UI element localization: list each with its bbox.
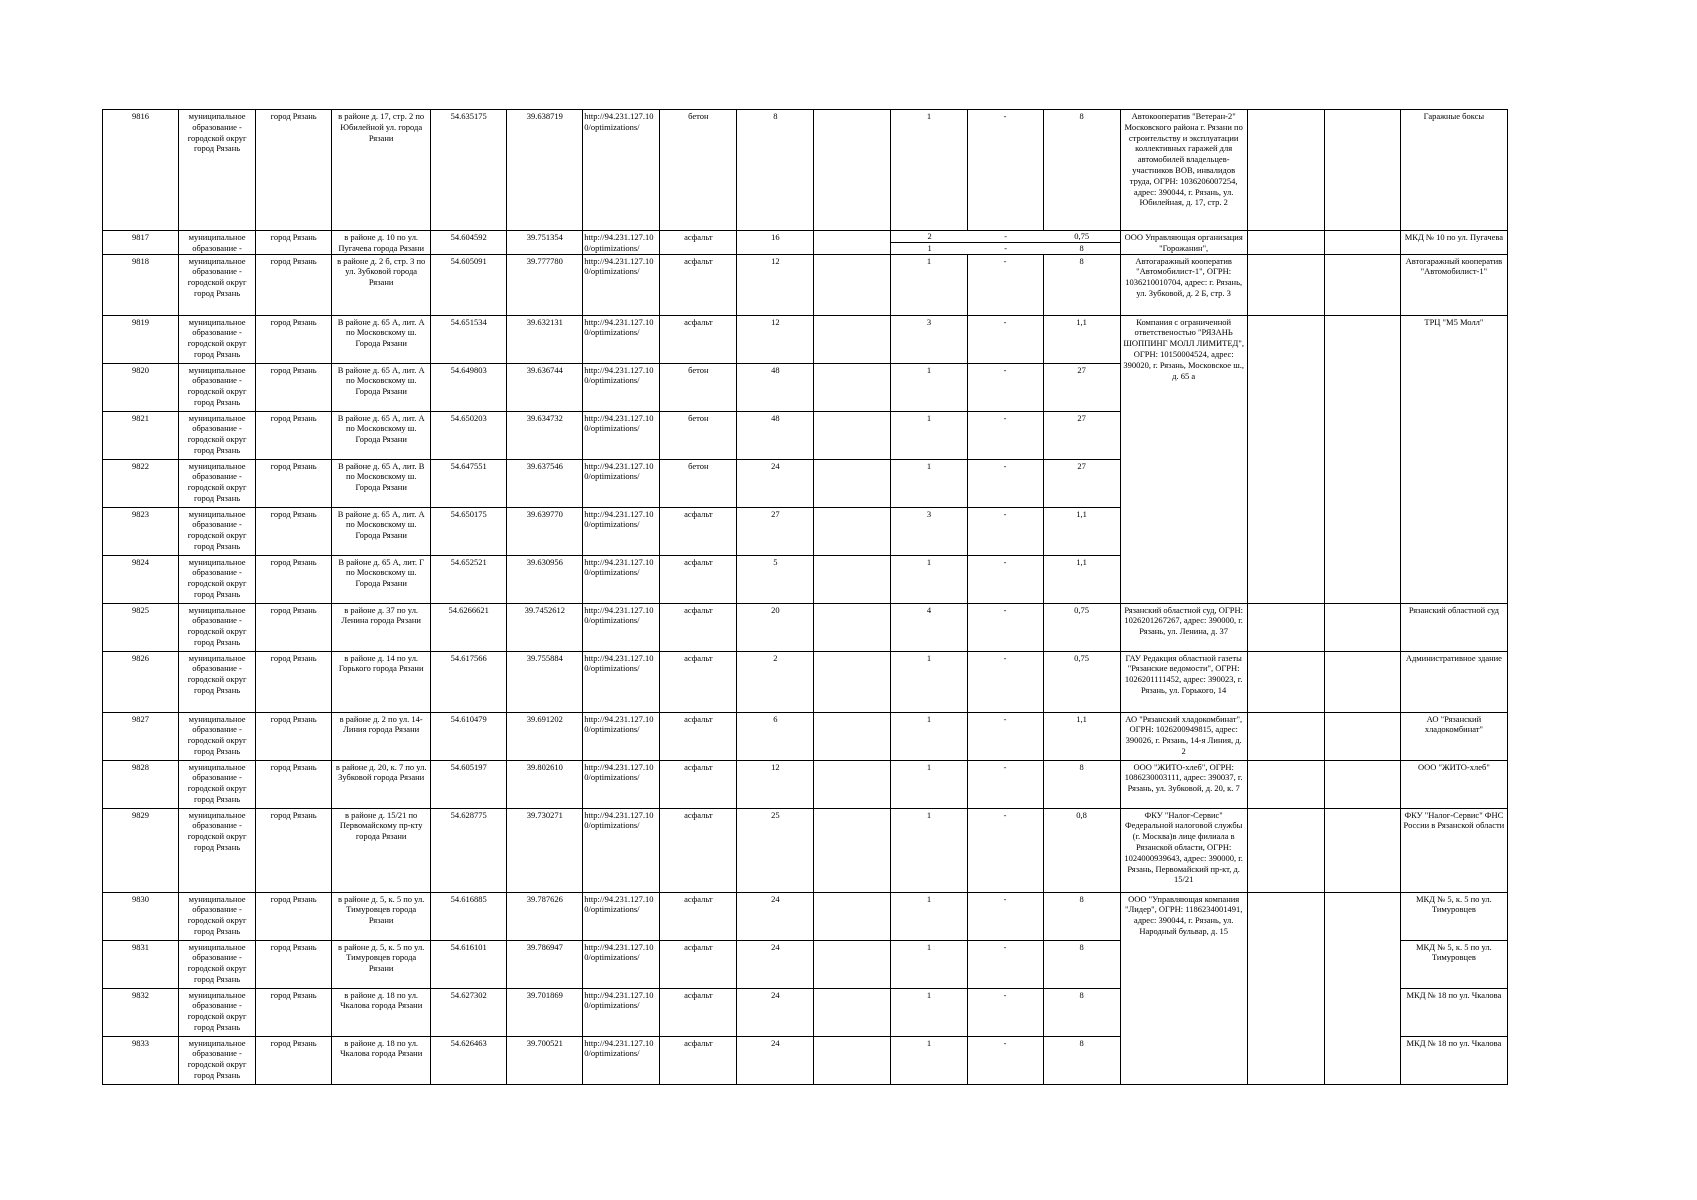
longitude-cell: 39.755884 [507, 651, 583, 712]
surface-cell: бетон [660, 411, 737, 459]
dash-cell: - [967, 808, 1043, 892]
surface-cell: бетон [660, 110, 737, 231]
surface-cell: асфальт [660, 988, 737, 1036]
surface-cell: асфальт [660, 760, 737, 808]
city-cell: город Рязань [256, 459, 332, 507]
container-volume-cell: 1,1 [1043, 555, 1120, 603]
waste-source-cell: ООО "ЖИТО-хлеб" [1400, 760, 1507, 808]
row-number: 9828 [103, 760, 179, 808]
latitude-cell: 54.604592 [431, 231, 507, 255]
latitude-cell: 54.649803 [431, 363, 507, 411]
area-cell: 12 [737, 315, 814, 363]
container-volume-cell: 8 [1043, 110, 1120, 231]
waste-source-cell: МКД № 10 по ул. Пугачева [1400, 231, 1507, 255]
latitude-cell: 54.627302 [431, 988, 507, 1036]
row-number: 9821 [103, 411, 179, 459]
row-number: 9817 [103, 231, 179, 255]
latitude-cell: 54.650203 [431, 411, 507, 459]
waste-source-cell: Рязанский областной суд [1400, 603, 1507, 651]
row-number: 9827 [103, 712, 179, 760]
empty-cell [1247, 892, 1324, 1084]
city-cell: город Рязань [256, 760, 332, 808]
municipality-cell: муниципальное образование - городской округ город Рязань [179, 254, 256, 315]
empty-cell [1324, 315, 1400, 603]
container-count-cell: 2 [891, 231, 967, 242]
municipality-cell: муниципальное образование - городской округ город Рязань [179, 110, 256, 231]
municipality-cell: муниципальное образование - городской округ город Рязань [179, 892, 256, 940]
container-count-cell: 1 [891, 1036, 967, 1084]
container-volume-cell: 0,75 [1043, 603, 1120, 651]
surface-cell: асфальт [660, 940, 737, 988]
city-cell: город Рязань [256, 651, 332, 712]
surface-cell: асфальт [660, 254, 737, 315]
container-subtable-cell [891, 231, 1120, 255]
container-subrow [891, 242, 1119, 253]
municipality-cell: муниципальное образование - городской округ город Рязань [179, 603, 256, 651]
map-link[interactable]: http://94.231.127.10 0/optimizations/ [583, 459, 660, 507]
area-cell: 12 [737, 760, 814, 808]
city-cell: город Рязань [256, 315, 332, 363]
waste-source-cell: МКД № 5, к. 5 по ул. Тимуровцев [1400, 892, 1507, 940]
map-link[interactable]: http://94.231.127.10 0/optimizations/ [583, 110, 660, 231]
area-cell: 48 [737, 411, 814, 459]
container-count-cell: 1 [891, 411, 967, 459]
latitude-cell: 54.628775 [431, 808, 507, 892]
empty-cell [814, 892, 891, 940]
container-subtable [891, 231, 1119, 254]
address-cell: в районе д. 37 по ул. Ленина города Рязани [332, 603, 431, 651]
latitude-cell: 54.650175 [431, 507, 507, 555]
longitude-cell: 39.802610 [507, 760, 583, 808]
dash-cell: - [967, 555, 1043, 603]
waste-source-cell: Автогаражный кооператив "Автомобилист-1" [1400, 254, 1507, 315]
table-row [103, 712, 1508, 760]
container-count-cell: 3 [891, 315, 967, 363]
container-volume-cell: 8 [1043, 254, 1120, 315]
waste-source-cell: МКД № 5, к. 5 по ул. Тимуровцев [1400, 940, 1507, 988]
empty-cell [814, 712, 891, 760]
dash-cell: - [967, 254, 1043, 315]
registry-sheet [102, 109, 1508, 1085]
area-cell: 27 [737, 507, 814, 555]
table-row [103, 760, 1508, 808]
surface-cell: асфальт [660, 555, 737, 603]
empty-cell [1247, 254, 1324, 315]
map-link[interactable]: http://94.231.127.10 0/optimizations/ [583, 988, 660, 1036]
container-volume-cell: 0,75 [1043, 651, 1120, 712]
latitude-cell: 54.605091 [431, 254, 507, 315]
container-count-cell: 1 [891, 110, 967, 231]
area-cell: 24 [737, 459, 814, 507]
surface-cell: асфальт [660, 712, 737, 760]
address-cell: в районе д. 15/21 по Первомайскому пр-кту города Рязани [332, 808, 431, 892]
map-link[interactable]: http://94.231.127.10 0/optimizations/ [583, 254, 660, 315]
row-number: 9819 [103, 315, 179, 363]
empty-cell [814, 315, 891, 363]
row-number: 9824 [103, 555, 179, 603]
row-number: 9830 [103, 892, 179, 940]
city-cell: город Рязань [256, 411, 332, 459]
address-cell: в районе д. 18 по ул. Чкалова города Рязани [332, 1036, 431, 1084]
address-cell: в районе д. 2 по ул. 14-Линия города Рязани [332, 712, 431, 760]
container-volume-cell: 8 [1043, 892, 1120, 940]
address-cell: в районе д. 10 по ул. Пугачева города Рязани [332, 231, 431, 255]
surface-cell: асфальт [660, 808, 737, 892]
row-number: 9820 [103, 363, 179, 411]
dash-cell: - [967, 110, 1043, 231]
container-count-cell: 1 [927, 242, 932, 253]
table-row [103, 231, 1508, 255]
dash-cell: - [967, 459, 1043, 507]
area-cell: 24 [737, 988, 814, 1036]
surface-cell: асфальт [660, 651, 737, 712]
dash-cell: - [967, 940, 1043, 988]
municipality-cell: муниципальное образование - городской округ город Рязань [179, 1036, 256, 1084]
latitude-cell: 54.605197 [431, 760, 507, 808]
latitude-cell: 54.617566 [431, 651, 507, 712]
longitude-cell: 39.786947 [507, 940, 583, 988]
dash-cell: - [967, 651, 1043, 712]
empty-cell [1324, 603, 1400, 651]
municipality-cell: муниципальное образование - городской округ город Рязань [179, 411, 256, 459]
latitude-cell: 54.6266621 [431, 603, 507, 651]
container-volume-cell: 0,75 [1044, 231, 1120, 242]
longitude-cell: 39.700521 [507, 1036, 583, 1084]
area-cell: 24 [737, 892, 814, 940]
owner-cell: ООО "Управляющая компания "Лидер", ОГРН: 1186234001491, адрес: 390044, г. Рязань, ул. Народный бульвар, д. 15 [1120, 892, 1247, 1084]
surface-cell: асфальт [660, 315, 737, 363]
map-link[interactable]: http://94.231.127.10 0/optimizations/ [583, 555, 660, 603]
city-cell: город Рязань [256, 363, 332, 411]
container-count-cell: 1 [891, 988, 967, 1036]
address-cell: в районе д. 14 по ул. Горького города Рязани [332, 651, 431, 712]
longitude-cell: 39.701869 [507, 988, 583, 1036]
longitude-cell: 39.632131 [507, 315, 583, 363]
empty-cell [814, 940, 891, 988]
address-cell: В районе д. 65 А, лит. В по Московскому ш. Города Рязани [332, 459, 431, 507]
empty-cell [1324, 760, 1400, 808]
city-cell: город Рязань [256, 555, 332, 603]
address-cell: В районе д. 65 А, лит. А по Московскому ш. Города Рязани [332, 315, 431, 363]
empty-cell [814, 808, 891, 892]
container-volume-cell: 8 [1043, 940, 1120, 988]
dash-cell: - [967, 507, 1043, 555]
container-count-cell: 1 [891, 892, 967, 940]
table-row [103, 651, 1508, 712]
municipality-cell: муниципальное образование - городской округ город Рязань [179, 808, 256, 892]
row-number: 9823 [103, 507, 179, 555]
longitude-cell: 39.7452612 [507, 603, 583, 651]
row-number: 9822 [103, 459, 179, 507]
empty-cell [814, 507, 891, 555]
map-link[interactable]: http://94.231.127.10 0/optimizations/ [583, 892, 660, 940]
empty-cell [1247, 808, 1324, 892]
city-cell: город Рязань [256, 892, 332, 940]
empty-cell [1324, 231, 1400, 255]
empty-cell [814, 603, 891, 651]
map-link[interactable]: http://94.231.127.10 0/optimizations/ [583, 231, 660, 255]
container-volume-cell: 27 [1043, 459, 1120, 507]
dash-cell: - [967, 411, 1043, 459]
map-link[interactable]: http://94.231.127.10 0/optimizations/ [583, 603, 660, 651]
longitude-cell: 39.636744 [507, 363, 583, 411]
empty-cell [1324, 110, 1400, 231]
row-number: 9833 [103, 1036, 179, 1084]
empty-cell [814, 363, 891, 411]
table-row [103, 892, 1508, 940]
city-cell: город Рязань [256, 254, 332, 315]
empty-cell [1247, 760, 1324, 808]
address-cell: в районе д. 20, к. 7 по ул. Зубковой города Рязани [332, 760, 431, 808]
surface-cell: асфальт [660, 603, 737, 651]
area-cell: 5 [737, 555, 814, 603]
latitude-cell: 54.626463 [431, 1036, 507, 1084]
owner-cell: ООО "ЖИТО-хлеб", ОГРН: 1086230003111, адрес: 390037, г. Рязань, ул. Зубковой, д. 20, к. 7 [1120, 760, 1247, 808]
container-count-cell: 3 [891, 507, 967, 555]
row-number: 9826 [103, 651, 179, 712]
latitude-cell: 54.635175 [431, 110, 507, 231]
dash-cell: - [967, 988, 1043, 1036]
dash-cell: - [967, 892, 1043, 940]
row-number: 9832 [103, 988, 179, 1036]
area-cell: 2 [737, 651, 814, 712]
container-count-cell: 1 [891, 651, 967, 712]
city-cell: город Рязань [256, 603, 332, 651]
container-count-cell: 4 [891, 603, 967, 651]
empty-cell [814, 555, 891, 603]
waste-sites-table [102, 109, 1508, 1085]
city-cell: город Рязань [256, 1036, 332, 1084]
owner-cell: АО "Рязанский хладокомбинат", ОГРН: 1026200949815, адрес: 390026, г. Рязань, 14-я Линия, д. 2 [1120, 712, 1247, 760]
municipality-cell: муниципальное образование - городской округ город Рязань [179, 459, 256, 507]
empty-cell [814, 110, 891, 231]
empty-cell [1324, 712, 1400, 760]
empty-cell [1324, 892, 1400, 1084]
owner-cell: Рязанский областной суд, ОГРН: 1026201267267, адрес: 390000, г. Рязань, ул. Ленина, д. 37 [1120, 603, 1247, 651]
row-number: 9829 [103, 808, 179, 892]
empty-cell [1247, 712, 1324, 760]
municipality-cell: муниципальное образование - городской округ город Рязань [179, 555, 256, 603]
surface-cell: бетон [660, 363, 737, 411]
latitude-cell: 54.616101 [431, 940, 507, 988]
area-cell: 25 [737, 808, 814, 892]
container-subrow [891, 231, 1119, 242]
table-row [103, 315, 1508, 363]
municipality-cell: муниципальное образование - городской округ город Рязань [179, 363, 256, 411]
dash-cell: - [1004, 242, 1008, 253]
waste-source-cell: Гаражные боксы [1400, 110, 1507, 231]
empty-cell [814, 651, 891, 712]
latitude-cell: 54.652521 [431, 555, 507, 603]
waste-source-cell: МКД № 18 по ул. Чкалова [1400, 988, 1507, 1036]
area-cell: 12 [737, 254, 814, 315]
longitude-cell: 39.751354 [507, 231, 583, 255]
municipality-cell: муниципальное образование - городской округ город Рязань [179, 940, 256, 988]
map-link[interactable]: http://94.231.127.10 0/optimizations/ [583, 315, 660, 363]
longitude-cell: 39.637546 [507, 459, 583, 507]
longitude-cell: 39.787626 [507, 892, 583, 940]
dash-cell: - [967, 603, 1043, 651]
waste-source-cell: МКД № 18 по ул. Чкалова [1400, 1036, 1507, 1084]
empty-cell [1324, 808, 1400, 892]
owner-cell: Компания с ограниченной ответственостью "РЯЗАНЬ ШОППИНГ МОЛЛ ЛИМИТЕД", ОГРН: 10150004524, адрес: 390020, г. Рязань, Московское ш., д. 65 а [1120, 315, 1247, 603]
area-cell: 48 [737, 363, 814, 411]
map-link[interactable]: http://94.231.127.10 0/optimizations/ [583, 507, 660, 555]
empty-cell [814, 459, 891, 507]
owner-cell: ООО Управляющая организация "Горожанин", [1120, 231, 1247, 255]
address-cell: В районе д. 65 А, лит. Г по Московскому ш. Города Рязани [332, 555, 431, 603]
city-cell: город Рязань [256, 231, 332, 255]
owner-cell: ФКУ "Налог-Сервис" Федеральной налоговой службы (г. Москва)в лице филиала в Рязанской области, ОГРН: 1024000939643, адрес: 390000, г. Рязань, Первомайский пр-кт, д. 15/21 [1120, 808, 1247, 892]
area-cell: 20 [737, 603, 814, 651]
area-cell: 8 [737, 110, 814, 231]
empty-cell [1247, 651, 1324, 712]
longitude-cell: 39.634732 [507, 411, 583, 459]
address-cell: в районе д. 18 по ул. Чкалова города Рязани [332, 988, 431, 1036]
waste-source-cell: ФКУ "Налог-Сервис" ФНС России в Рязанской области [1400, 808, 1507, 892]
owner-cell: Автогаражный кооператив "Автомобилист-1", ОГРН: 1036210010704, адрес: г. Рязань, ул. Зубковой, д. 2 Б, стр. 3 [1120, 254, 1247, 315]
map-link[interactable]: http://94.231.127.10 0/optimizations/ [583, 363, 660, 411]
map-link[interactable]: http://94.231.127.10 0/optimizations/ [583, 651, 660, 712]
container-volume-cell: 1,1 [1043, 315, 1120, 363]
row-number: 9816 [103, 110, 179, 231]
container-volume-cell: 8 [1043, 1036, 1120, 1084]
map-link[interactable]: http://94.231.127.10 0/optimizations/ [583, 760, 660, 808]
empty-cell [814, 231, 891, 255]
container-volume-cell: 8 [1043, 988, 1120, 1036]
empty-cell [814, 411, 891, 459]
address-cell: в районе д. 17, стр. 2 по Юбилейной ул. города Рязани [332, 110, 431, 231]
container-volume-cell: 27 [1043, 411, 1120, 459]
container-count-cell: 1 [891, 712, 967, 760]
empty-cell [1324, 254, 1400, 315]
map-link[interactable]: http://94.231.127.10 0/optimizations/ [583, 712, 660, 760]
dash-cell: - [967, 363, 1043, 411]
empty-cell [814, 1036, 891, 1084]
longitude-cell: 39.630956 [507, 555, 583, 603]
waste-source-cell: АО "Рязанский хладокомбинат" [1400, 712, 1507, 760]
map-link[interactable]: http://94.231.127.10 0/optimizations/ [583, 808, 660, 892]
area-cell: 6 [737, 712, 814, 760]
container-count-cell: 1 [891, 459, 967, 507]
map-link[interactable]: http://94.231.127.10 0/optimizations/ [583, 1036, 660, 1084]
municipality-cell: муниципальное образование - городской округ город Рязань [179, 988, 256, 1036]
container-volume-cell: 8 [1043, 760, 1120, 808]
container-count-cell: 1 [891, 555, 967, 603]
area-cell: 24 [737, 940, 814, 988]
municipality-cell: муниципальное образование - городской округ город Рязань [179, 507, 256, 555]
latitude-cell: 54.610479 [431, 712, 507, 760]
city-cell: город Рязань [256, 988, 332, 1036]
container-volume-cell: 1,1 [1043, 712, 1120, 760]
latitude-cell: 54.647551 [431, 459, 507, 507]
dash-cell: - [967, 760, 1043, 808]
longitude-cell: 39.691202 [507, 712, 583, 760]
longitude-cell: 39.777780 [507, 254, 583, 315]
empty-cell [814, 988, 891, 1036]
surface-cell: бетон [660, 459, 737, 507]
area-cell: 16 [737, 231, 814, 255]
dash-cell: - [968, 231, 1044, 242]
map-link[interactable]: http://94.231.127.10 0/optimizations/ [583, 940, 660, 988]
surface-cell: асфальт [660, 892, 737, 940]
latitude-cell: 54.616885 [431, 892, 507, 940]
address-cell: В районе д. 65 А, лит. А по Московскому ш. Города Рязани [332, 507, 431, 555]
surface-cell: асфальт [660, 1036, 737, 1084]
dash-cell: - [967, 1036, 1043, 1084]
area-cell: 24 [737, 1036, 814, 1084]
empty-cell [1247, 110, 1324, 231]
empty-cell [814, 760, 891, 808]
municipality-cell: муниципальное образование - городской округ город Рязань [179, 760, 256, 808]
table-row [103, 110, 1508, 231]
waste-source-cell: ТРЦ "М5 Молл" [1400, 315, 1507, 603]
container-volume-cell: 8 [1079, 242, 1084, 253]
city-cell: город Рязань [256, 507, 332, 555]
longitude-cell: 39.639770 [507, 507, 583, 555]
address-cell: В районе д. 65 А, лит. А по Московскому ш. Города Рязани [332, 411, 431, 459]
address-cell: в районе д. 2 б, стр. 3 по ул. Зубковой города Рязани [332, 254, 431, 315]
city-cell: город Рязань [256, 940, 332, 988]
empty-cell [814, 254, 891, 315]
address-cell: в районе д. 5, к. 5 по ул. Тимуровцев города Рязани [332, 940, 431, 988]
container-count-cell: 1 [891, 254, 967, 315]
container-volume-cell: 27 [1043, 363, 1120, 411]
container-volume-cell: 1,1 [1043, 507, 1120, 555]
address-cell: В районе д. 65 А, лит. А по Московскому ш. Города Рязани [332, 363, 431, 411]
city-cell: город Рязань [256, 808, 332, 892]
row-number: 9818 [103, 254, 179, 315]
container-count-cell: 1 [891, 760, 967, 808]
longitude-cell: 39.730271 [507, 808, 583, 892]
municipality-cell: муниципальное образование - [179, 231, 256, 255]
dash-cell: - [967, 712, 1043, 760]
municipality-cell: муниципальное образование - городской округ город Рязань [179, 712, 256, 760]
table-row [103, 603, 1508, 651]
empty-cell [1247, 231, 1324, 255]
waste-source-cell: Административное здание [1400, 651, 1507, 712]
latitude-cell: 54.651534 [431, 315, 507, 363]
row-number: 9831 [103, 940, 179, 988]
dash-cell: - [967, 315, 1043, 363]
row-number: 9825 [103, 603, 179, 651]
owner-cell: Автокооператив "Ветеран-2" Московского района г. Рязани по строительству и эксплуатации коллективных гаражей для автомобилей владельцев-участников ВОВ, инвалидов труда, ОГРН: 1036206007254, адрес: 390044, г. Рязань, ул. Юбилейная, д. 17, стр. 2 [1120, 110, 1247, 231]
container-count-cell: 1 [891, 808, 967, 892]
surface-cell: асфальт [660, 507, 737, 555]
city-cell: город Рязань [256, 712, 332, 760]
municipality-cell: муниципальное образование - городской округ город Рязань [179, 315, 256, 363]
address-cell: в районе д. 5, к. 5 по ул. Тимуровцев города Рязани [332, 892, 431, 940]
surface-cell: асфальт [660, 231, 737, 255]
longitude-cell: 39.638719 [507, 110, 583, 231]
empty-cell [1247, 603, 1324, 651]
table-row [103, 808, 1508, 892]
empty-cell [1324, 651, 1400, 712]
map-link[interactable]: http://94.231.127.10 0/optimizations/ [583, 411, 660, 459]
empty-cell [1247, 315, 1324, 603]
table-row [103, 254, 1508, 315]
owner-cell: ГАУ Редакция областной газеты "Рязанские ведомости", ОГРН: 1026201111452, адрес: 390023, г. Рязань, ул. Горького, 14 [1120, 651, 1247, 712]
container-count-cell: 1 [891, 363, 967, 411]
city-cell: город Рязань [256, 110, 332, 231]
container-count-cell: 1 [891, 940, 967, 988]
municipality-cell: муниципальное образование - городской округ город Рязань [179, 651, 256, 712]
container-volume-cell: 0,8 [1043, 808, 1120, 892]
